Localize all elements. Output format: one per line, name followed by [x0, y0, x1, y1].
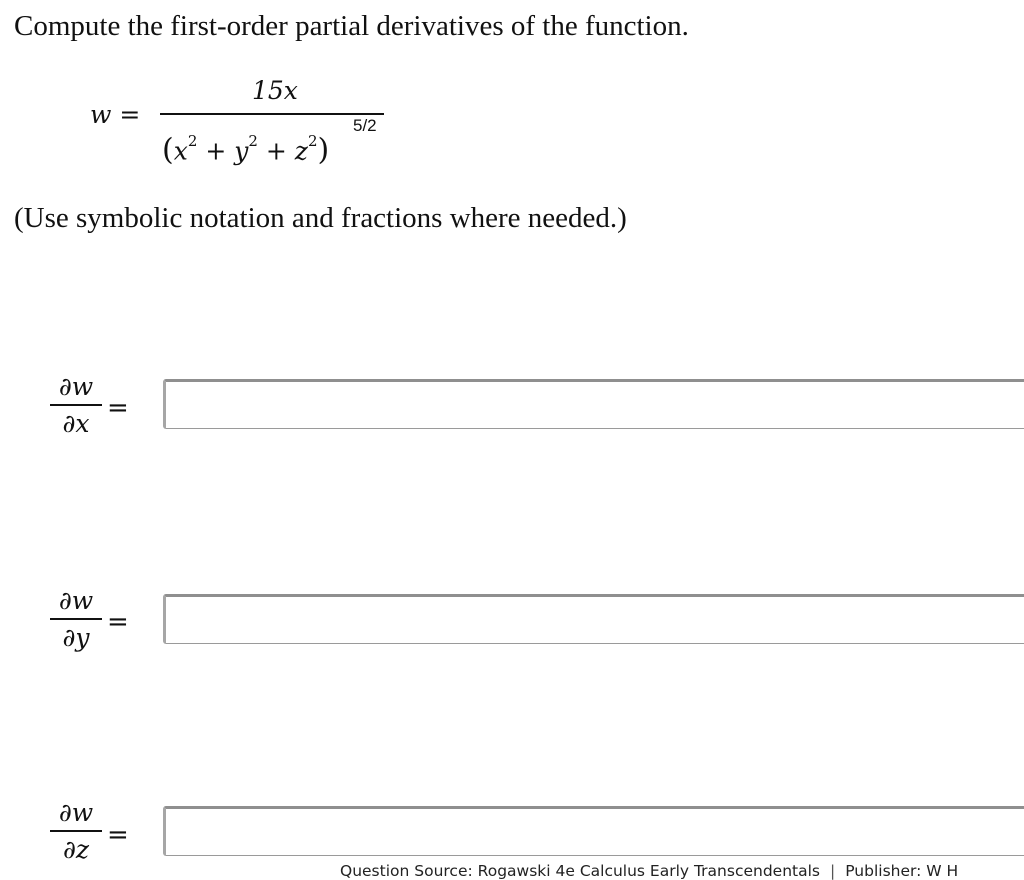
- partial-w-z-input[interactable]: [163, 806, 1024, 856]
- partial-w-y-input[interactable]: [163, 594, 1024, 644]
- partial-w-x-equals: =: [107, 393, 129, 423]
- partial-w-y-label: ∂w ∂y: [50, 586, 102, 653]
- partial-w-x-input[interactable]: [163, 379, 1024, 429]
- equation-variable: w: [90, 100, 112, 129]
- equation-denominator: $(x^2 + y^2 + z^2)$: [162, 132, 330, 168]
- partial-w-y-equals: =: [107, 607, 129, 637]
- equation-fraction-bar: [160, 113, 384, 115]
- footer-separator: |: [830, 862, 836, 880]
- equation-numerator: 15x: [252, 76, 298, 105]
- equation-equals: =: [119, 100, 141, 129]
- question-instructions: (Use symbolic notation and fractions where needed.): [14, 202, 627, 234]
- question-prompt: Compute the first-order partial derivatives of the function.: [14, 10, 689, 42]
- partial-w-z-equals: =: [107, 820, 129, 850]
- question-source: [340, 862, 958, 880]
- partial-w-z-label: ∂w ∂z: [50, 798, 102, 865]
- question-source-text: Question Source: Rogawski 4e Calculus Early Transcendentals: [340, 862, 820, 880]
- partial-w-x-label: ∂w ∂x: [50, 372, 102, 439]
- equation-exponent: 5/2: [353, 116, 377, 135]
- publisher-text: Publisher: W H: [845, 862, 959, 880]
- equation-lhs: [90, 100, 140, 130]
